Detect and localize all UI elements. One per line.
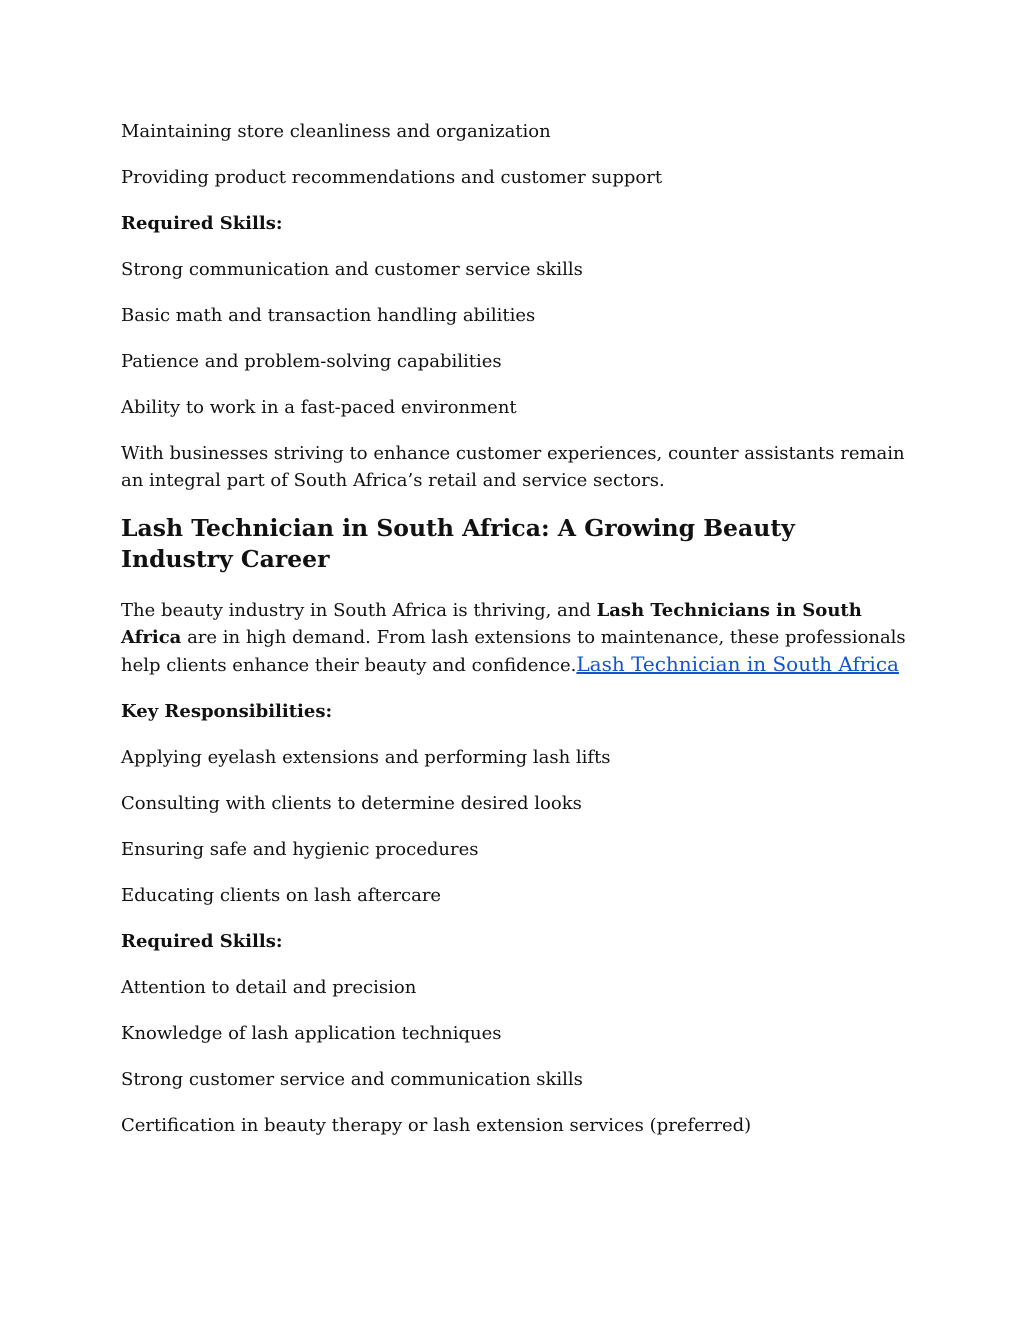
list-item: Knowledge of lash application techniques: [121, 1023, 502, 1044]
list-item: Providing product recommendations and customer support: [121, 167, 663, 188]
list-item: Attention to detail and precision: [121, 977, 417, 998]
intro-text-continued: are in high demand. From lash extensions to maintenance, these professionals help clients enhance their beauty and confidence.: [121, 627, 906, 676]
closing-paragraph: With businesses striving to enhance customer experiences, counter assistants remain an integral part of South Africa’s retail and service sectors.: [121, 443, 905, 491]
list-item: Strong customer service and communication skills: [121, 1069, 583, 1090]
list-item: Ability to work in a fast-paced environment: [121, 397, 517, 418]
list-item: Consulting with clients to determine desired looks: [121, 793, 582, 814]
intro-bold-text: Lash Technicians in South Africa: [121, 600, 862, 648]
list-item: Maintaining store cleanliness and organization: [121, 121, 551, 142]
section-heading: Lash Technician in South Africa: A Growing Beauty Industry Career: [121, 514, 795, 573]
required-skills-label: Required Skills:: [121, 213, 283, 234]
required-skills-label: Required Skills:: [121, 931, 283, 952]
list-item: Certification in beauty therapy or lash extension services (preferred): [121, 1115, 752, 1136]
list-item: Applying eyelash extensions and performing lash lifts: [121, 747, 611, 768]
key-responsibilities-label: Key Responsibilities:: [121, 701, 333, 722]
list-item: Strong communication and customer service skills: [121, 259, 583, 280]
intro-text: The beauty industry in South Africa is thriving, and: [121, 600, 597, 621]
page-content: [121, 118, 911, 1158]
lash-technician-link[interactable]: Lash Technician in South Africa: [576, 652, 899, 676]
list-item: Educating clients on lash aftercare: [121, 885, 442, 906]
list-item: Patience and problem-solving capabilities: [121, 351, 502, 372]
list-item: Ensuring safe and hygienic procedures: [121, 839, 479, 860]
list-item: Basic math and transaction handling abilities: [121, 305, 536, 326]
intro-paragraph: [121, 597, 911, 679]
